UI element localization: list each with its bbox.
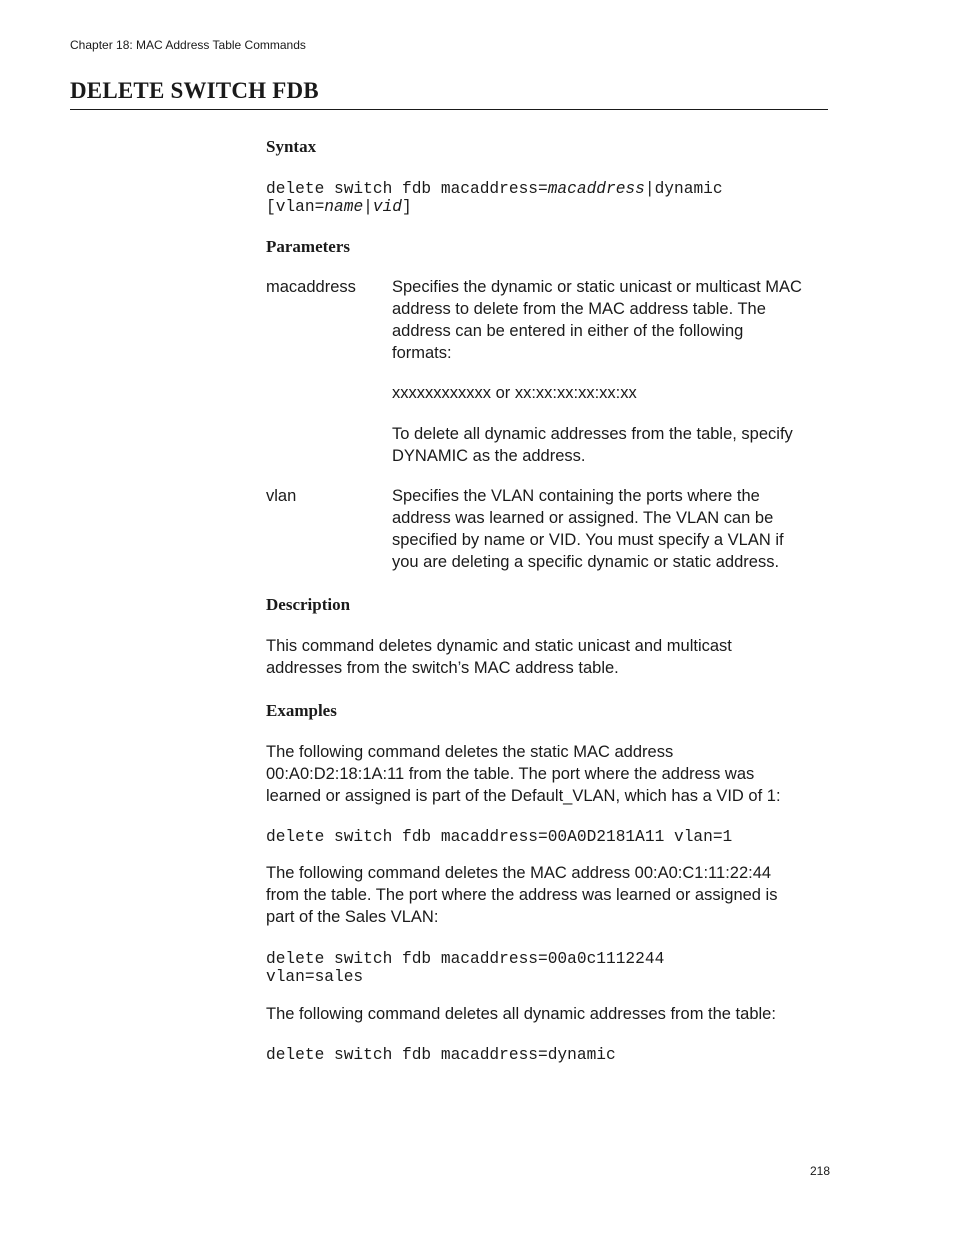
- param-note-macaddress: [392, 423, 828, 467]
- description-heading: Description: [266, 595, 351, 614]
- example-2-code-line-1: delete switch fdb macaddress=00a0c1112244: [266, 950, 665, 968]
- param-desc-line: address to delete from the MAC address table. The: [392, 300, 766, 318]
- example-1-text: [266, 741, 826, 807]
- syntax-vlan-open: [vlan=: [266, 198, 325, 216]
- description-line: This command deletes dynamic and static unicast and multicast: [266, 637, 732, 655]
- example-line: learned or assigned is part of the Default_VLAN, which has a VID of 1:: [266, 787, 781, 805]
- example-2-text: [266, 862, 826, 928]
- param-desc-line: address was learned or assigned. The VLAN can be: [392, 509, 774, 527]
- parameters-heading: Parameters: [266, 237, 351, 256]
- param-desc-line: you are deleting a specific dynamic or static address.: [392, 553, 780, 571]
- description-line: addresses from the switch’s MAC address table.: [266, 659, 619, 677]
- page-title: DELETE SWITCH FDB: [70, 78, 319, 103]
- param-desc-line: Specifies the dynamic or static unicast or multicast MAC: [392, 278, 802, 296]
- example-2-code-line-2: vlan=sales: [266, 968, 364, 986]
- syntax-dynamic-arg: dynamic: [654, 180, 723, 198]
- syntax-line-2: [266, 198, 412, 216]
- examples-heading: Examples: [266, 701, 337, 720]
- param-formats: xxxxxxxxxxxx or xx:xx:xx:xx:xx:xx: [392, 384, 637, 402]
- example-line: The following command deletes the static MAC address: [266, 743, 674, 761]
- syntax-separator: |: [363, 198, 373, 216]
- description-text: [266, 635, 826, 679]
- running-header: Chapter 18: MAC Address Table Commands: [70, 38, 306, 52]
- param-desc-macaddress: [392, 276, 828, 364]
- syntax-vid-arg: vid: [372, 198, 403, 216]
- param-note-line: DYNAMIC as the address.: [392, 447, 586, 465]
- param-term-vlan: vlan: [266, 487, 297, 505]
- syntax-heading: Syntax: [266, 137, 317, 156]
- example-line: part of the Sales VLAN:: [266, 908, 439, 926]
- param-note-line: To delete all dynamic addresses from the table, specify: [392, 425, 793, 443]
- title-rule: [70, 109, 828, 110]
- param-desc-line: Specifies the VLAN containing the ports where the: [392, 487, 760, 505]
- syntax-name-arg: name: [324, 198, 364, 216]
- example-line: The following command deletes the MAC address 00:A0:C1:11:22:44: [266, 864, 772, 882]
- param-desc-line: address can be entered in either of the following: [392, 322, 744, 340]
- example-line: 00:A0:D2:18:1A:11 from the table. The port where the address was: [266, 765, 755, 783]
- syntax-command: delete switch fdb macaddress=: [266, 180, 548, 198]
- syntax-separator: |: [644, 180, 655, 198]
- param-desc-line: formats:: [392, 344, 452, 362]
- example-3-code: delete switch fdb macaddress=dynamic: [266, 1046, 616, 1064]
- param-desc-line: specified by name or VID. You must specify a VLAN if: [392, 531, 784, 549]
- syntax-vlan-close: ]: [402, 198, 412, 216]
- example-1-code: delete switch fdb macaddress=00A0D2181A11 vlan=1: [266, 828, 733, 846]
- param-desc-vlan: [392, 485, 828, 573]
- example-line: from the table. The port where the address was learned or assigned is: [266, 886, 778, 904]
- param-term-macaddress: macaddress: [266, 278, 356, 296]
- syntax-line-1: [266, 180, 723, 198]
- example-3-text: The following command deletes all dynamic addresses from the table:: [266, 1005, 776, 1023]
- page-number: 218: [810, 1164, 831, 1178]
- syntax-macaddress-arg: macaddress: [547, 180, 645, 198]
